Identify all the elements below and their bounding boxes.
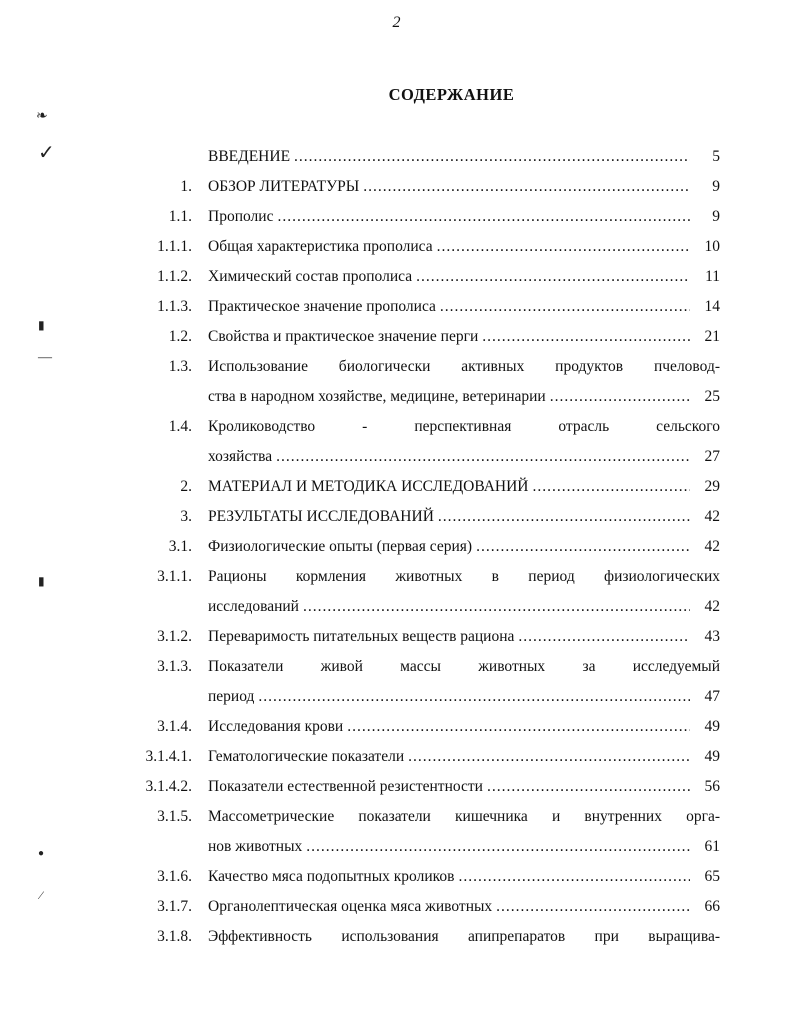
scan-mark: ⁄ [40,888,43,902]
toc-entry-title: Химический состав прополиса [208,268,413,285]
toc-entry [140,802,720,862]
dot-leader [416,262,690,292]
dot-leader [482,322,690,352]
toc-entry-title: Исследования крови [208,718,344,735]
toc-entry-title: Общая характеристика прополиса [208,238,433,255]
toc-entry-title: Качество мяса подопытных кроликов [208,868,455,885]
toc-entry-number: 3.1.4.2. [145,778,192,795]
toc-entry-title: Переваримость питательных веществ рациона [208,628,515,645]
toc-entry-number: 3.1.4.1. [145,748,192,765]
dot-leader [437,232,690,262]
dot-leader [258,682,690,712]
toc-entry-page: 10 [704,238,720,255]
toc-entry [140,772,720,802]
toc-entry-page: 5 [712,148,720,165]
toc-entry-title: период [208,688,255,705]
toc-entry-page: 9 [712,178,720,195]
toc-entry [140,892,720,922]
toc-entry-title-line: Рационы кормления животных в период физиологических [208,568,720,585]
toc-entry-page: 21 [704,328,720,345]
toc-entry-page: 42 [704,598,720,615]
toc-entry-title: Физиологические опыты (первая серия) [208,538,473,555]
dot-leader [438,502,690,532]
toc-entry-number: 1.1. [168,208,192,225]
toc-entry [140,322,720,352]
toc-entry-number: 3.1.6. [157,868,192,885]
toc-entry-title: ВВЕДЕНИЕ [208,148,291,165]
dot-leader [294,142,690,172]
toc-entry-number: 3.1.7. [157,898,192,915]
toc-entry-number: 1.4. [168,418,192,435]
dot-leader [276,442,690,472]
toc-entry-page: 27 [704,448,720,465]
toc-entry-number: 3.1.4. [157,718,192,735]
toc-entry-number: 1.2. [168,328,192,345]
toc-entry-page: 65 [704,868,720,885]
toc-entry [140,622,720,652]
dot-leader [347,712,690,742]
dot-leader [518,622,690,652]
toc-entry [140,142,720,172]
toc-entry-number: 3.1.8. [157,928,192,945]
toc-entry-title-line: Использование биологически активных продуктов пчеловод- [208,358,720,375]
toc-entry [140,922,720,952]
toc-entry-page: 47 [704,688,720,705]
toc-entry-title: Прополис [208,208,274,225]
toc-entry [140,352,720,412]
toc-entry [140,412,720,472]
toc-entry [140,712,720,742]
toc-entry-title: Гематологические показатели [208,748,405,765]
dot-leader [277,202,690,232]
toc-entry-page: 49 [704,748,720,765]
toc-entry [140,742,720,772]
toc-entry-title-line: Показатели живой массы животных за исследуемый [208,658,720,675]
toc-entry-number: 3.1. [168,538,192,555]
toc-entry-page: 25 [704,388,720,405]
toc-entry-page: 42 [704,508,720,525]
toc-entry-title: Свойства и практическое значение перги [208,328,479,345]
toc-entry-title: Органолептическая оценка мяса животных [208,898,493,915]
table-of-contents [140,142,720,952]
toc-entry-page: 11 [705,268,720,285]
toc-entry-number: 1.1.3. [157,298,192,315]
scan-mark: ▮ [38,318,45,332]
toc-entry [140,532,720,562]
toc-entry-page: 42 [704,538,720,555]
toc-entry-number: 3.1.2. [157,628,192,645]
dot-leader [363,172,690,202]
toc-entry-number: 1.1.2. [157,268,192,285]
toc-entry-page: 29 [704,478,720,495]
dot-leader [550,382,690,412]
toc-entry [140,652,720,712]
scan-mark: — [38,350,52,365]
toc-entry [140,202,720,232]
toc-entry-title-line: Кролиководство - перспективная отрасль сельского [208,418,720,435]
toc-entry-number: 1. [180,178,192,195]
toc-entry-number: 1.3. [168,358,192,375]
dot-leader [487,772,690,802]
scan-mark: ● [38,848,45,859]
toc-entry-page: 49 [704,718,720,735]
toc-entry-number: 3. [180,508,192,525]
toc-entry [140,502,720,532]
dot-leader [458,862,690,892]
toc-entry-number: 1.1.1. [157,238,192,255]
toc-entry-title: РЕЗУЛЬТАТЫ ИССЛЕДОВАНИЙ [208,508,434,525]
toc-entry-title: хозяйства [208,448,273,465]
toc-entry-page: 61 [704,838,720,855]
toc-entry [140,232,720,262]
toc-entry-number [140,142,208,172]
toc-entry-page: 9 [712,208,720,225]
toc-entry-number: 3.1.3. [157,658,192,675]
toc-entry-page: 14 [704,298,720,315]
dot-leader [408,742,690,772]
toc-entry-title: МАТЕРИАЛ И МЕТОДИКА ИССЛЕДОВАНИЙ [208,478,529,495]
toc-entry-number: 3.1.1. [157,568,192,585]
dot-leader [440,292,690,322]
scan-mark: ▮ [38,574,45,588]
toc-entry-title: нов животных [208,838,303,855]
toc-entry [140,292,720,322]
toc-entry [140,262,720,292]
toc-entry-page: 43 [704,628,720,645]
dot-leader [306,832,690,862]
toc-entry-title-line: Эффективность использования апипрепаратов при выращива- [208,928,720,945]
dot-leader [303,592,690,622]
toc-entry-title: Показатели естественной резистентности [208,778,483,795]
toc-entry-title: Практическое значение прополиса [208,298,436,315]
toc-entry-title-line: Массометрические показатели кишечника и внутренних орга- [208,808,720,825]
scan-mark: ❧ [36,109,48,124]
dot-leader [533,472,691,502]
toc-entry [140,172,720,202]
toc-entry-page: 56 [704,778,720,795]
toc-entry [140,862,720,892]
dot-leader [476,532,690,562]
toc-entry [140,562,720,622]
toc-entry-number: 3.1.5. [157,808,192,825]
toc-entry-page: 66 [704,898,720,915]
page-title: СОДЕРЖАНИЕ [388,85,515,104]
scan-mark: ✓ [38,142,55,164]
toc-entry-title: ОБЗОР ЛИТЕРАТУРЫ [208,178,360,195]
dot-leader [496,892,690,922]
toc-entry-title: исследований [208,598,299,615]
toc-entry-title: ства в народном хозяйстве, медицине, ветеринарии [208,388,546,405]
toc-entry-number: 2. [180,478,192,495]
page-number: 2 [392,14,401,31]
toc-entry [140,472,720,502]
